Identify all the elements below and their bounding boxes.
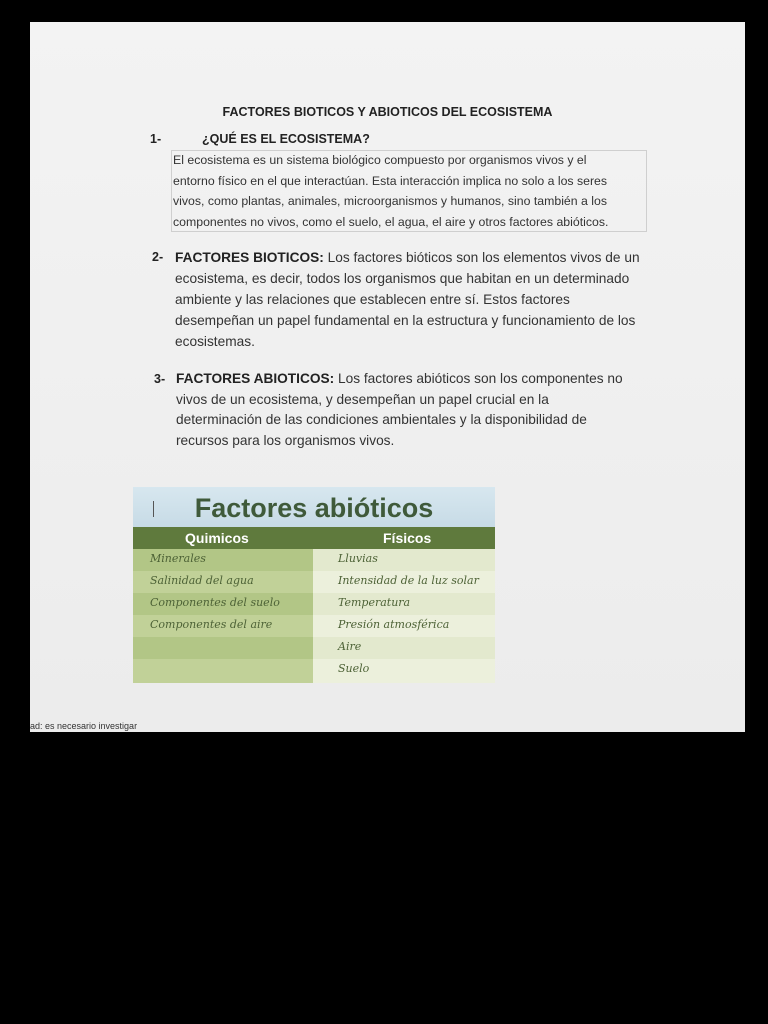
section-3-term: FACTORES ABIOTICOS: [176, 371, 335, 386]
abiotic-factors-table [133, 487, 495, 683]
table-title: Factores abióticos [133, 487, 495, 527]
table-header-fisicos: Físicos [383, 530, 432, 546]
table-row [133, 637, 495, 659]
text-cursor [153, 501, 154, 517]
document-title: FACTORES BIOTICOS Y ABIOTICOS DEL ECOSISTEMA [222, 105, 553, 119]
table-cell-fisico: Lluvias [338, 552, 378, 565]
table-cell-fisico: Presión atmosférica [338, 618, 450, 631]
section-2-paragraph [175, 247, 640, 352]
section-1-paragraph [173, 150, 645, 232]
section-1-number: 1- [150, 132, 162, 146]
section-3-paragraph [176, 369, 636, 451]
section-3-number: 3- [154, 372, 166, 386]
table-cell-quimico: Componentes del suelo [150, 596, 280, 609]
table-cell-fisico: Suelo [338, 662, 370, 675]
table-header-quimicos: Quimicos [185, 530, 249, 546]
section-2-term: FACTORES BIOTICOS: [175, 250, 324, 265]
section-1-heading: ¿QUÉ ES EL ECOSISTEMA? [202, 132, 370, 146]
status-text: ad: es necesario investigar [30, 721, 138, 731]
table-row [133, 659, 495, 683]
table-cell-fisico: Aire [338, 640, 362, 653]
table-cell-quimico: Componentes del aire [150, 618, 273, 631]
table-cell-quimico: Salinidad del agua [150, 574, 254, 587]
document-page [30, 22, 745, 732]
section-2-text: Los factores bióticos son los elementos vivos de un ecosistema, es decir, todos los organismos que habitan en un determinado ambiente y las relaciones que establecen entre sí. Estos factores desempeñan un papel fundamental en la estructura y funcionamiento de los ecosistemas. [175, 250, 640, 349]
table-row [133, 549, 495, 571]
paragraph-line: componentes no vivos, como el suelo, el agua, el aire y otros factores abióticos. [173, 214, 609, 229]
table-header-row [133, 527, 495, 549]
table-row [133, 593, 495, 615]
paragraph-line: vivos, como plantas, animales, microorganismos y humanos, sino también a los [173, 194, 607, 209]
table-cell-fisico: Temperatura [338, 596, 411, 609]
paragraph-line: El ecosistema es un sistema biológico compuesto por organismos vivos y el [173, 153, 587, 167]
table-body [133, 549, 495, 683]
section-2-number: 2- [152, 250, 164, 264]
table-cell-fisico: Intensidad de la luz solar [338, 574, 479, 587]
table-row [133, 615, 495, 637]
paragraph-line: entorno físico en el que interactúan. Esta interacción implica no solo a los seres [173, 173, 608, 188]
table-row [133, 571, 495, 593]
section-3-text: Los factores abióticos son los componentes no vivos de un ecosistema, y desempeñan un papel crucial en la determinación de las condiciones ambientales y la disponibilidad de recursos para los organismos vivos. [176, 371, 623, 448]
table-cell-quimico: Minerales [150, 552, 206, 565]
